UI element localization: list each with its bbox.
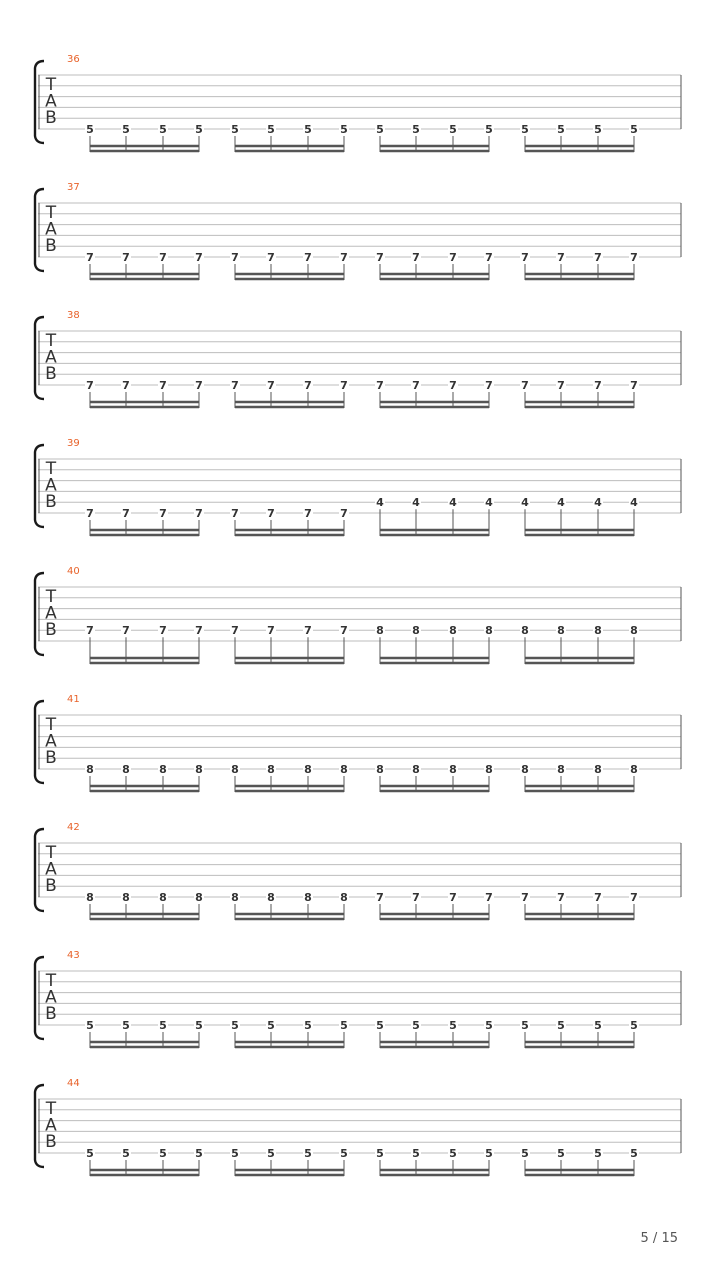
fret-number: 8 — [159, 763, 167, 776]
fret-number: 7 — [159, 379, 167, 392]
measure-number: 37 — [67, 182, 80, 193]
fret-number: 5 — [267, 1019, 275, 1032]
tab-system-36 — [35, 54, 681, 152]
fret-number: 7 — [304, 251, 312, 264]
fret-number: 5 — [304, 1147, 312, 1160]
fret-number: 8 — [449, 763, 457, 776]
fret-number: 8 — [594, 763, 602, 776]
fret-number: 8 — [376, 763, 384, 776]
fret-number: 5 — [521, 1019, 529, 1032]
measure-number: 43 — [67, 950, 80, 961]
tab-clef-letter: T — [45, 971, 57, 991]
fret-number: 7 — [449, 379, 457, 392]
fret-number: 7 — [122, 507, 130, 520]
fret-number: 5 — [267, 1147, 275, 1160]
fret-number: 7 — [340, 507, 348, 520]
tab-clef-letter: A — [45, 1115, 57, 1136]
fret-number: 5 — [231, 123, 239, 136]
fret-number: 7 — [449, 891, 457, 904]
fret-number: 5 — [304, 1019, 312, 1032]
fret-number: 8 — [340, 891, 348, 904]
tab-clef-letter: A — [45, 987, 57, 1008]
fret-number: 7 — [267, 624, 275, 638]
fret-number: 7 — [122, 624, 130, 638]
fret-number: 5 — [521, 123, 529, 136]
fret-number: 7 — [159, 507, 167, 520]
tab-clef-letter: B — [45, 108, 57, 128]
fret-number: 5 — [630, 123, 638, 136]
tab-clef-letter: T — [45, 75, 57, 95]
fret-number: 4 — [630, 496, 638, 510]
fret-number: 4 — [376, 496, 384, 510]
fret-number: 5 — [86, 1019, 94, 1032]
fret-number: 7 — [521, 379, 529, 392]
tab-clef-letter: T — [45, 459, 57, 479]
tab-clef-letter: B — [45, 620, 57, 640]
tab-clef-letter: A — [45, 91, 57, 112]
fret-number: 7 — [304, 624, 312, 638]
fret-number: 5 — [122, 1147, 130, 1160]
tab-system-38 — [35, 310, 681, 408]
fret-number: 8 — [521, 624, 529, 638]
fret-number: 7 — [86, 507, 94, 520]
fret-number: 7 — [521, 891, 529, 904]
fret-number: 7 — [231, 379, 239, 392]
fret-number: 5 — [557, 1147, 565, 1160]
measure-number: 40 — [67, 566, 80, 577]
fret-number: 7 — [195, 624, 203, 638]
fret-number: 8 — [485, 763, 493, 776]
fret-number: 5 — [594, 123, 602, 136]
fret-number: 5 — [159, 1147, 167, 1160]
fret-number: 5 — [485, 123, 493, 136]
fret-number: 7 — [557, 891, 565, 904]
fret-number: 7 — [122, 379, 130, 392]
fret-number: 8 — [340, 763, 348, 776]
tab-clef-letter: T — [45, 843, 57, 863]
fret-number: 7 — [267, 251, 275, 264]
tab-clef-letter: A — [45, 731, 57, 752]
fret-number: 8 — [195, 891, 203, 904]
fret-number: 8 — [231, 763, 239, 776]
fret-number: 5 — [376, 1147, 384, 1160]
fret-number: 7 — [521, 251, 529, 264]
tab-clef-letter: A — [45, 347, 57, 368]
measure-number: 39 — [67, 438, 80, 449]
fret-number: 7 — [304, 507, 312, 520]
tab-system-43 — [35, 950, 681, 1048]
fret-number: 5 — [485, 1019, 493, 1032]
fret-number: 8 — [86, 891, 94, 904]
fret-number: 5 — [195, 1019, 203, 1032]
fret-number: 5 — [412, 1147, 420, 1160]
fret-number: 8 — [304, 763, 312, 776]
fret-number: 7 — [485, 379, 493, 392]
fret-number: 8 — [267, 891, 275, 904]
fret-number: 8 — [521, 763, 529, 776]
fret-number: 5 — [86, 123, 94, 136]
fret-number: 7 — [449, 251, 457, 264]
fret-number: 5 — [449, 1147, 457, 1160]
fret-number: 5 — [557, 123, 565, 136]
fret-number: 5 — [594, 1019, 602, 1032]
fret-number: 7 — [267, 379, 275, 392]
fret-number: 5 — [86, 1147, 94, 1160]
tab-clef-letter: T — [45, 1099, 57, 1119]
fret-number: 7 — [304, 379, 312, 392]
fret-number: 7 — [630, 379, 638, 392]
fret-number: 7 — [412, 251, 420, 264]
fret-number: 7 — [630, 891, 638, 904]
fret-number: 7 — [376, 379, 384, 392]
fret-number: 7 — [159, 624, 167, 638]
fret-number: 7 — [340, 379, 348, 392]
fret-number: 4 — [594, 496, 602, 510]
fret-number: 4 — [521, 496, 529, 510]
fret-number: 5 — [231, 1019, 239, 1032]
fret-number: 7 — [86, 251, 94, 264]
fret-number: 8 — [485, 624, 493, 638]
fret-number: 7 — [231, 251, 239, 264]
tab-clef-letter: T — [45, 331, 57, 351]
fret-number: 7 — [340, 251, 348, 264]
fret-number: 5 — [376, 123, 384, 136]
tab-clef-letter: T — [45, 587, 57, 607]
fret-number: 8 — [594, 624, 602, 638]
tab-system-42 — [35, 822, 681, 920]
fret-number: 7 — [557, 379, 565, 392]
fret-number: 5 — [340, 1019, 348, 1032]
fret-number: 5 — [195, 1147, 203, 1160]
fret-number: 8 — [557, 624, 565, 638]
fret-number: 7 — [485, 891, 493, 904]
measure-number: 36 — [67, 54, 80, 65]
fret-number: 7 — [195, 379, 203, 392]
tab-clef-letter: B — [45, 876, 57, 896]
fret-number: 7 — [594, 379, 602, 392]
fret-number: 5 — [159, 123, 167, 136]
fret-number: 7 — [376, 891, 384, 904]
fret-number: 4 — [485, 496, 493, 510]
tab-clef-letter: B — [45, 748, 57, 768]
fret-number: 8 — [122, 763, 130, 776]
fret-number: 7 — [485, 251, 493, 264]
tab-clef-letter: B — [45, 1132, 57, 1152]
fret-number: 5 — [159, 1019, 167, 1032]
fret-number: 8 — [630, 624, 638, 638]
fret-number: 4 — [557, 496, 565, 510]
fret-number: 8 — [449, 624, 457, 638]
tab-clef-letter: A — [45, 219, 57, 240]
tab-system-37 — [35, 182, 681, 280]
fret-number: 5 — [267, 123, 275, 136]
fret-number: 5 — [122, 123, 130, 136]
measure-number: 44 — [67, 1078, 80, 1089]
fret-number: 8 — [412, 763, 420, 776]
tab-clef-letter: T — [45, 715, 57, 735]
fret-number: 8 — [122, 891, 130, 904]
fret-number: 7 — [231, 624, 239, 638]
fret-number: 5 — [594, 1147, 602, 1160]
fret-number: 8 — [159, 891, 167, 904]
fret-number: 8 — [267, 763, 275, 776]
fret-number: 5 — [630, 1147, 638, 1160]
fret-number: 7 — [594, 891, 602, 904]
tab-clef-letter: B — [45, 492, 57, 512]
tab-clef-letter: B — [45, 236, 57, 256]
fret-number: 8 — [557, 763, 565, 776]
measure-number: 38 — [67, 310, 80, 321]
fret-number: 5 — [412, 1019, 420, 1032]
fret-number: 5 — [376, 1019, 384, 1032]
tab-system-44 — [35, 1078, 681, 1176]
fret-number: 5 — [449, 1019, 457, 1032]
fret-number: 7 — [412, 379, 420, 392]
tab-system-40 — [35, 566, 681, 664]
fret-number: 7 — [159, 251, 167, 264]
fret-number: 5 — [340, 1147, 348, 1160]
fret-number: 7 — [231, 507, 239, 520]
fret-number: 7 — [630, 251, 638, 264]
fret-number: 5 — [122, 1019, 130, 1032]
tab-clef-letter: T — [45, 203, 57, 223]
fret-number: 8 — [376, 624, 384, 638]
fret-number: 7 — [195, 507, 203, 520]
tab-clef-letter: B — [45, 364, 57, 384]
tab-system-39 — [35, 438, 681, 536]
fret-number: 8 — [630, 763, 638, 776]
fret-number: 5 — [340, 123, 348, 136]
tab-clef-letter: B — [45, 1004, 57, 1024]
fret-number: 7 — [412, 891, 420, 904]
fret-number: 5 — [231, 1147, 239, 1160]
fret-number: 7 — [195, 251, 203, 264]
fret-number: 8 — [86, 763, 94, 776]
measure-number: 42 — [67, 822, 80, 833]
fret-number: 5 — [195, 123, 203, 136]
fret-number: 8 — [195, 763, 203, 776]
fret-number: 5 — [630, 1019, 638, 1032]
fret-number: 7 — [340, 624, 348, 638]
fret-number: 4 — [412, 496, 420, 510]
fret-number: 5 — [304, 123, 312, 136]
fret-number: 5 — [521, 1147, 529, 1160]
fret-number: 7 — [557, 251, 565, 264]
fret-number: 7 — [267, 507, 275, 520]
fret-number: 5 — [449, 123, 457, 136]
fret-number: 5 — [412, 123, 420, 136]
fret-number: 4 — [449, 496, 457, 510]
page-number: 5 / 15 — [640, 1231, 678, 1246]
fret-number: 7 — [86, 379, 94, 392]
tab-clef-letter: A — [45, 603, 57, 624]
tab-clef-letter: A — [45, 475, 57, 496]
tab-clef-letter: A — [45, 859, 57, 880]
fret-number: 7 — [594, 251, 602, 264]
measure-number: 41 — [67, 694, 80, 705]
fret-number: 7 — [122, 251, 130, 264]
fret-number: 5 — [557, 1019, 565, 1032]
tab-system-41 — [35, 694, 681, 792]
fret-number: 5 — [485, 1147, 493, 1160]
fret-number: 7 — [86, 624, 94, 638]
fret-number: 7 — [376, 251, 384, 264]
fret-number: 8 — [412, 624, 420, 638]
fret-number: 8 — [231, 891, 239, 904]
fret-number: 8 — [304, 891, 312, 904]
